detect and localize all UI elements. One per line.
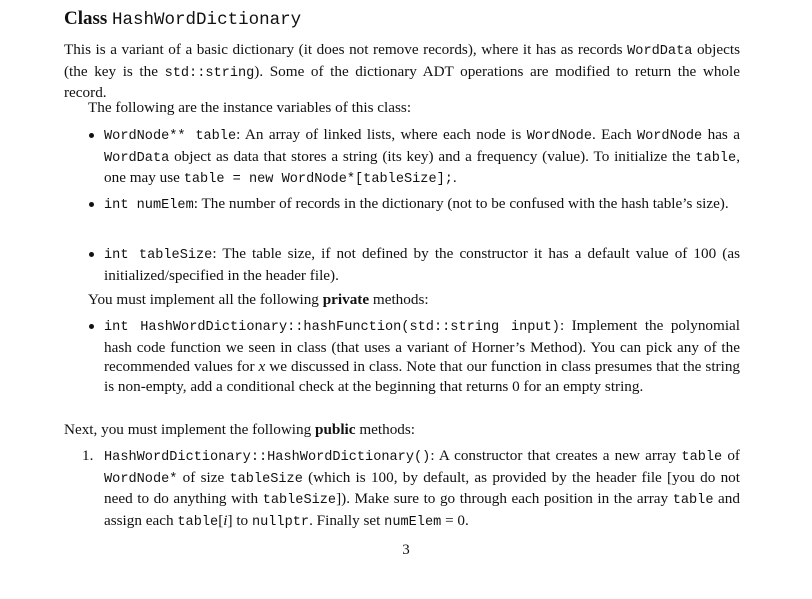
public-method-constructor xyxy=(82,446,740,532)
code: nullptr xyxy=(251,514,310,530)
text: ). Some of the dictionary ADT operations are modified to return the whole record. xyxy=(64,62,740,101)
math-var: i xyxy=(223,511,228,529)
text: You must implement all the following xyxy=(88,291,323,308)
text: . Each xyxy=(591,126,637,143)
instance-vars-intro: The following are the instance variables of this class: xyxy=(88,99,412,116)
text: of size xyxy=(177,468,230,486)
code: table xyxy=(695,150,737,166)
code: std::string xyxy=(164,65,255,81)
bullet-icon xyxy=(89,202,94,207)
code: WordNode xyxy=(526,129,592,144)
instance-var-tablesize xyxy=(104,244,740,285)
instance-var-numelem xyxy=(104,194,740,216)
text: : The number of records in the dictionary (not to be confused with the hash table’s size). xyxy=(193,195,729,212)
text: and assign each xyxy=(104,490,740,529)
code: table xyxy=(177,514,219,530)
code: WordData xyxy=(104,150,170,166)
text: . xyxy=(452,169,457,186)
instance-var-table xyxy=(104,125,740,190)
code: table xyxy=(681,450,723,465)
class-name: HashWordDictionary xyxy=(112,10,302,30)
text: = 0. xyxy=(441,511,469,529)
page-number: 3 xyxy=(402,542,410,558)
math-var: x xyxy=(258,358,266,375)
text: ] to xyxy=(227,511,252,529)
code: int HashWordDictionary::hashFunction(std::string input) xyxy=(104,320,560,335)
text: (which is 100, by default, as provided by the header file [you do not need to do anything with xyxy=(104,468,740,507)
bullet-icon xyxy=(89,133,94,138)
bold-text: private xyxy=(322,291,370,308)
text: of xyxy=(722,447,740,464)
text: methods: xyxy=(369,291,429,308)
bold-text: public xyxy=(315,421,356,438)
text: This is a variant of a basic dictionary (it does not remove records), where it has as records xyxy=(64,41,628,58)
text: , one may use xyxy=(104,147,740,186)
text: [ xyxy=(218,511,224,529)
code: int tableSize xyxy=(104,248,213,263)
bullet-icon xyxy=(89,252,94,257)
code: numElem xyxy=(384,514,442,530)
section-title xyxy=(64,8,301,30)
code: tableSize xyxy=(229,471,303,487)
text: : The table size, if not defined by the constructor it has a default value of 100 (as initialized/specified in the header file). xyxy=(104,245,740,284)
code: WordData xyxy=(627,44,693,59)
title-prefix: Class xyxy=(64,8,108,29)
code: int numElem xyxy=(104,198,194,213)
text: we discussed in class. Note that our function in class presumes that the string is non-empty, add a conditional check at the beginning that returns 0 for an empty string. xyxy=(104,358,741,395)
text: Next, you must implement the following xyxy=(64,421,315,438)
code: WordNode* xyxy=(104,471,178,487)
code: WordNode** table xyxy=(104,129,237,144)
public-methods-intro xyxy=(64,420,740,440)
text: . Finally set xyxy=(309,511,385,529)
text: object as data that stores a string (its key) and a frequency (value). To initialize the xyxy=(169,147,696,165)
text: : Implement the polynomial hash code function we seen in class (that uses a variant of Horner’s Method). You can pick any of the recommended values for xyxy=(104,317,741,375)
code: table xyxy=(672,493,714,508)
intro-paragraph xyxy=(64,40,740,103)
private-method-hashfunction xyxy=(104,316,740,396)
text: ]). Make sure to go through each position in the array xyxy=(336,490,673,507)
list-number: 1. xyxy=(82,447,94,464)
code: tableSize xyxy=(262,493,337,508)
text: has a xyxy=(702,126,740,143)
text: : A constructor that creates a new array xyxy=(430,447,682,464)
text: : An array of linked lists, where each node is xyxy=(236,126,527,143)
text: methods: xyxy=(355,421,416,438)
code: HashWordDictionary::HashWordDictionary() xyxy=(104,450,431,465)
text: objects (the key is the xyxy=(64,41,740,80)
bullet-icon xyxy=(89,324,94,329)
private-methods-intro xyxy=(64,290,740,310)
code: WordNode xyxy=(636,129,703,144)
code: table = new WordNode*[tableSize]; xyxy=(183,172,453,187)
